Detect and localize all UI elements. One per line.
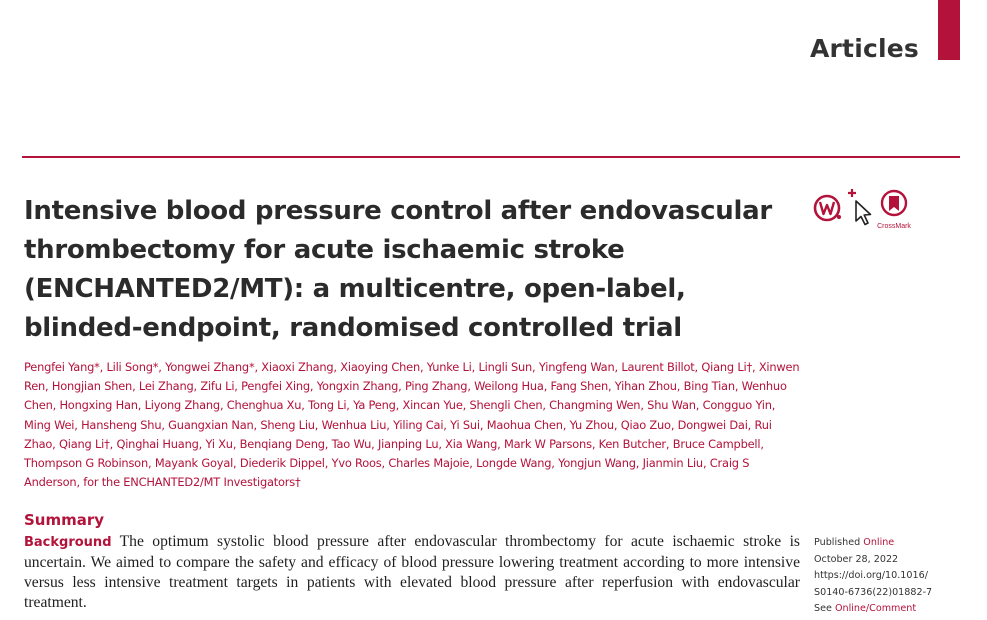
published-line <box>814 535 974 552</box>
section-color-bar <box>938 0 960 60</box>
article-tools <box>810 186 920 231</box>
published-label: Published <box>814 537 861 548</box>
crossmark-icon[interactable] <box>877 191 911 230</box>
wiley-online-icon[interactable] <box>815 196 841 220</box>
author-list: Pengfei Yang*, Lili Song*, Yongwei Zhang*, Xiaoxi Zhang, Xiaoying Chen, Yunke Li, Lingli Sun, Yingfeng Wan, Laurent Billot, Qiang Li†, Xinwen Ren, Hongjian Shen, Lei Zhang, Zifu Li, Pengfei Xing, Yongxin Zhang, Ping Zhang, Weilong Hua, Fang Shen, Yihan Zhou, Bing Tian, Wenhuo Chen, Hongxing Han, Liyong Zhang, Chenghua Xu, Tong Li, Ya Peng, Xincan Yue, Shengli Chen, Changming Wen, Shu Wan, Congguo Yin, Ming Wei, Hansheng Shu, Guangxian Nan, Sheng Liu, Wenhua Liu, Yiling Cai, Yi Sui, Maohua Chen, Yu Zhou, Qiao Zuo, Dongwei Dai, Rui Zhao, Qiang Li†, Qinghai Huang, Yi Xu, Benqiang Deng, Tao Wu, Jianping Lu, Xia Wang, Mark W Parsons, Ken Butcher, Bruce Campbell, Thompson G Robinson, Mayank Goyal, Diederik Dippel, Yvo Roos, Charles Majoie, Longde Wang, Yongjun Wang, Jianmin Liu, Craig S Anderson, for the ENCHANTED2/MT Investigators† <box>24 360 800 490</box>
section-label: Articles <box>809 34 919 63</box>
publication-date: October 28, 2022 <box>814 553 899 565</box>
background-paragraph <box>24 532 800 613</box>
doi-line-1[interactable]: https://doi.org/10.1016/ <box>814 570 928 582</box>
header-rule <box>22 156 960 158</box>
doi-line-2[interactable]: S0140-6736(22)01882-7 <box>814 586 933 598</box>
background-label: Background <box>24 535 112 550</box>
online-comment-link[interactable]: Online/Comment <box>834 603 917 615</box>
crossmark-label: CrossMark <box>877 223 911 230</box>
background-text: The optimum systolic blood pressure after endovascular thrombectomy for acute ischaemic stroke is uncertain. We aimed to compare the safety and efficacy of blood pressure lowering treatment according to more intensive versus less intensive treatment targets in patients with elevated blood pressure after reperfusion with endovascular treatment. <box>24 533 800 611</box>
summary-heading: Summary <box>24 511 105 529</box>
see-line <box>814 601 974 618</box>
publication-info <box>814 535 974 618</box>
see-label: See <box>814 603 832 615</box>
cursor-icon[interactable] <box>848 189 871 225</box>
published-online: Online <box>863 537 895 548</box>
article-title: Intensive blood pressure control after endovascular thrombectomy for acute ischaemic stroke (ENCHANTED2/MT): a multicentre, open-label, blinded-endpoint, randomised controlled trial <box>24 196 772 343</box>
